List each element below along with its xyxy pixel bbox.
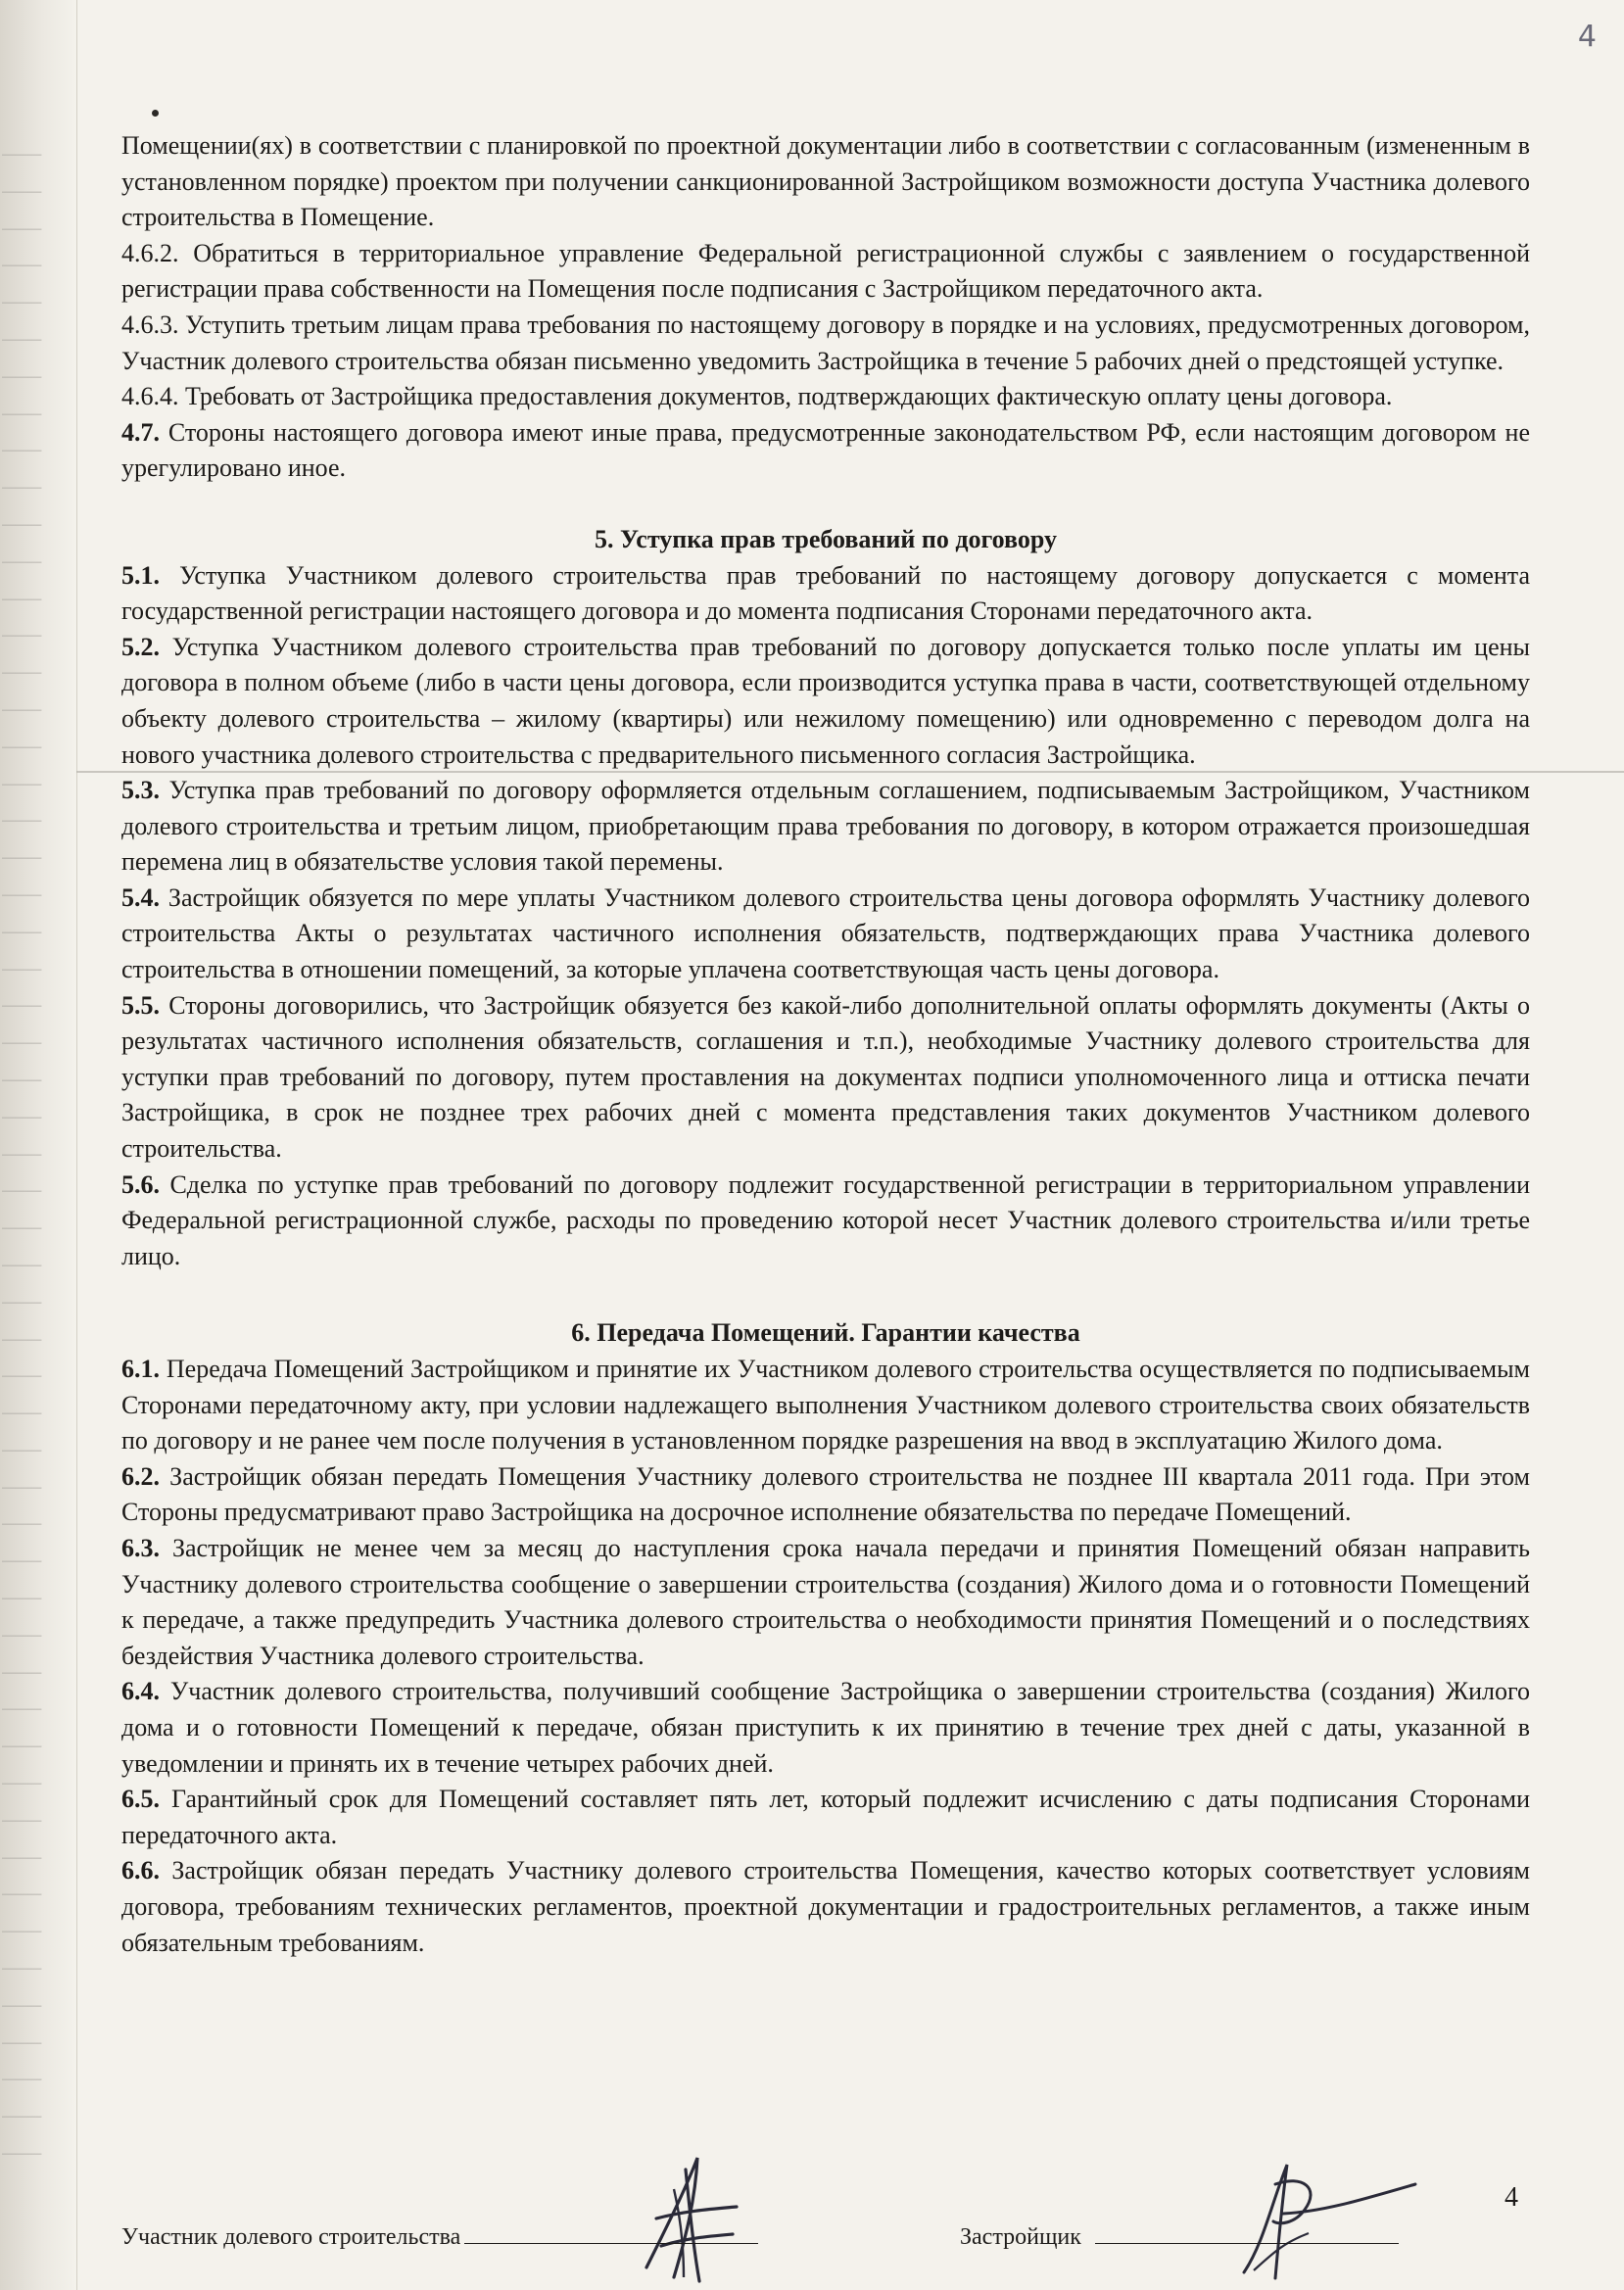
section-5-heading: 5. Уступка прав требований по договору [595, 524, 1057, 553]
section-4-clause-text: Обратиться в территориальное управление Федеральной регистрационной службы с заявлением о государственной регистрации права собственности на Помещения после подписания с Застройщиком передаточного акта. [121, 238, 1530, 304]
developer-label: Застройщик [960, 2224, 1081, 2250]
participant-sign-underline [464, 2221, 758, 2244]
section-5-paragraph [121, 558, 1530, 630]
bleed-through-margin: ─── ─── ─── ─── ─── ─── ─── ─── ─── ─── ─── ─── ─── ─── ─── ─── ─── ─── ─── ─── ─── ─── ─── ─── ─── ─── ─── ─── ─── ─── ─── ─── ─── ─── ─── ─── ─── ─── ─── ─── ─── ─── ─── ─── ─── ─── ─── ─── ─── ─── ─── ─── ─── ─── ─── [2, 145, 42, 2166]
section-5-clause-number: 5.5. [121, 990, 160, 1020]
handwritten-page-mark: 4 [1577, 20, 1597, 54]
page-number: 4 [1505, 2182, 1518, 2213]
section-4-clause-text: Требовать от Застройщика предоставления документов, подтверждающих фактическую оплату цены договора. [178, 382, 1393, 411]
section-5-clause-text: Сделка по уступке прав требований по договору подлежит государственной регистрации в территориальном управлении Федеральной регистрационной службе, расходы по проведению которой несет Участник долевого строительства и/или третье лицо. [121, 1169, 1530, 1270]
section-4-continuation [121, 128, 1530, 487]
section-6-heading: 6. Передача Помещений. Гарантии качества [571, 1318, 1080, 1348]
section-6-clause-number: 6.5. [121, 1785, 160, 1814]
section-5-clause-number: 5.4. [121, 883, 160, 912]
section-6-clause-text: Участник долевого строительства, получивший сообщение Застройщика о завершении строительства (создания) Жилого дома и о готовности Помещений к передаче, обязан приступить к их принятию в течение трех дней с даты, указанной в уведомлении и принять их в течение четырех рабочих дней. [121, 1677, 1530, 1778]
section-4-clause-number: 4.6.2. [121, 238, 179, 267]
section-6-clause-number: 6.3. [121, 1533, 160, 1562]
section-6-paragraph [121, 1853, 1530, 1961]
section-5-clause-text: Уступка прав требований по договору оформляется отдельным соглашением, подписываемым Застройщиком, Участником долевого строительства и третьим лицом, приобретающим права требования по договору, в котором отражается произошедшая перемена лиц в обязательстве условия такой перемены. [121, 776, 1530, 877]
section-5-body [121, 558, 1530, 1275]
section-4-paragraph [121, 308, 1530, 379]
section-5-paragraph [121, 773, 1530, 881]
developer-signature-line [960, 2221, 1399, 2251]
section-4-paragraph [121, 379, 1530, 415]
section-5-clause-number: 5.6. [121, 1169, 160, 1199]
section-4-clause-number: 4.6.4. [121, 382, 179, 411]
section-6-clause-text: Передача Помещений Застройщиком и принятие их Участником долевого строительства осуществляется по подписываемым Сторонами передаточному акту, при условии надлежащего выполнения Участником долевого строительства своих обязательств по договору и не ранее чем после получения в установленном порядке разрешения на ввод в эксплуатацию Жилого дома. [121, 1355, 1530, 1455]
section-4-paragraph [121, 236, 1530, 308]
developer-sign-underline [1095, 2221, 1399, 2244]
section-5-clause-number: 5.1. [121, 560, 160, 590]
participant-signature [627, 2150, 744, 2287]
section-6-clause-text: Гарантийный срок для Помещений составляет пять лет, который подлежит исчислению с даты подписания Сторонами передаточного акта. [121, 1785, 1530, 1849]
section-5-clause-text: Стороны договорились, что Застройщик обязуется без какой-либо дополнительной оплаты оформлять документы (Акты о результатах частичного исполнения обязательств, соглашения и т.п.), необходимые Участнику долевого строительства для уступки прав требований по договору, путем проставления на документах подписи уполномоченного лица и оттиска печати Застройщика, в срок не позднее трех рабочих дней с момента представления таких документов Участником долевого строительства. [121, 990, 1530, 1164]
section-5-clause-text: Застройщик обязуется по мере уплаты Участником долевого строительства цены договора оформлять Участнику долевого строительства Акты о результатах частичного исполнения обязательств, подтверждающих права Участника долевого строительства в отношении помещений, за которые уплачена соответствующая часть цены договора. [121, 883, 1530, 984]
section-4-clause-text: Стороны настоящего договора имеют иные права, предусмотренные законодательством РФ, если настоящим договором не урегулировано иное. [121, 417, 1530, 483]
section-6-clause-text: Застройщик не менее чем за месяц до наступления срока начала передачи и принятия Помещений обязан направить Участнику долевого строительства сообщение о завершении строительства (создания) Жилого дома и о готовности Помещений к передаче, а также предупредить Участника долевого строительства о необходимости принятия Помещений и о последствиях бездействия Участника долевого строительства. [121, 1533, 1530, 1670]
section-4-paragraph [121, 128, 1530, 236]
section-5-clause-number: 5.3. [121, 776, 160, 805]
section-6-clause-text: Застройщик обязан передать Помещения Участнику долевого строительства не позднее III квартала 2011 года. При этом Стороны предусматривают право Застройщика на досрочное исполнение обязательства по передаче Помещений. [121, 1461, 1530, 1527]
section-6-paragraph [121, 1459, 1530, 1531]
section-4-clause-text: Помещении(ях) в соответствии с планировкой по проектной документации либо в соответствии с согласованным (измененным в установленном порядке) проектом при получении санкционированной Застройщиком возможности доступа Участника долевого строительства в Помещение. [121, 131, 1530, 232]
participant-label: Участник долевого строительства [121, 2224, 461, 2250]
section-5-paragraph [121, 881, 1530, 988]
document-body [121, 128, 1530, 1961]
section-6-body [121, 1352, 1530, 1961]
section-5-paragraph [121, 988, 1530, 1168]
section-6-clause-number: 6.6. [121, 1856, 160, 1885]
section-4-paragraph [121, 415, 1530, 487]
developer-signature [1215, 2155, 1420, 2282]
section-6-paragraph [121, 1531, 1530, 1674]
section-5-paragraph [121, 1168, 1530, 1275]
section-6-paragraph [121, 1782, 1530, 1853]
section-6-paragraph [121, 1674, 1530, 1782]
section-6-paragraph [121, 1352, 1530, 1459]
section-5-paragraph [121, 630, 1530, 773]
section-5-clause-text: Уступка Участником долевого строительства прав требований по договору допускается только после уплаты им цены договора в полном объеме (либо в части цены договора, если производится уступка права в части, соответствующей отдельному объекту долевого строительства – жилому (квартиры) или нежилому помещению) или одновременно с переводом долга на нового участника долевого строительства с предварительного письменного согласия Застройщика. [121, 632, 1530, 769]
section-4-clause-number: 4.7. [121, 417, 160, 447]
section-4-clause-text: Уступить третьим лицам права требования по настоящему договору в порядке и на условиях, предусмотренных договором, Участник долевого строительства обязан письменно уведомить Застройщика в течение 5 рабочих дней о предстоящей уступке. [121, 310, 1530, 375]
section-4-clause-number: 4.6.3. [121, 310, 179, 339]
section-6-clause-text: Застройщик обязан передать Участнику долевого строительства Помещения, качество которых соответствует условиям договора, требованиям технических регламентов, проектной документации и градостроительных регламентов, а также иным обязательным требованиям. [121, 1856, 1530, 1957]
section-6-clause-number: 6.2. [121, 1461, 160, 1491]
section-6-clause-number: 6.1. [121, 1355, 160, 1383]
section-5-clause-number: 5.2. [121, 632, 160, 661]
section-6-clause-number: 6.4. [121, 1677, 160, 1706]
section-5-clause-text: Уступка Участником долевого строительства прав требований по настоящему договору допускается с момента государственной регистрации настоящего договора и до момента подписания Сторонами передаточного акта. [121, 560, 1530, 626]
ink-dot [152, 110, 159, 117]
participant-signature-line [121, 2221, 758, 2251]
